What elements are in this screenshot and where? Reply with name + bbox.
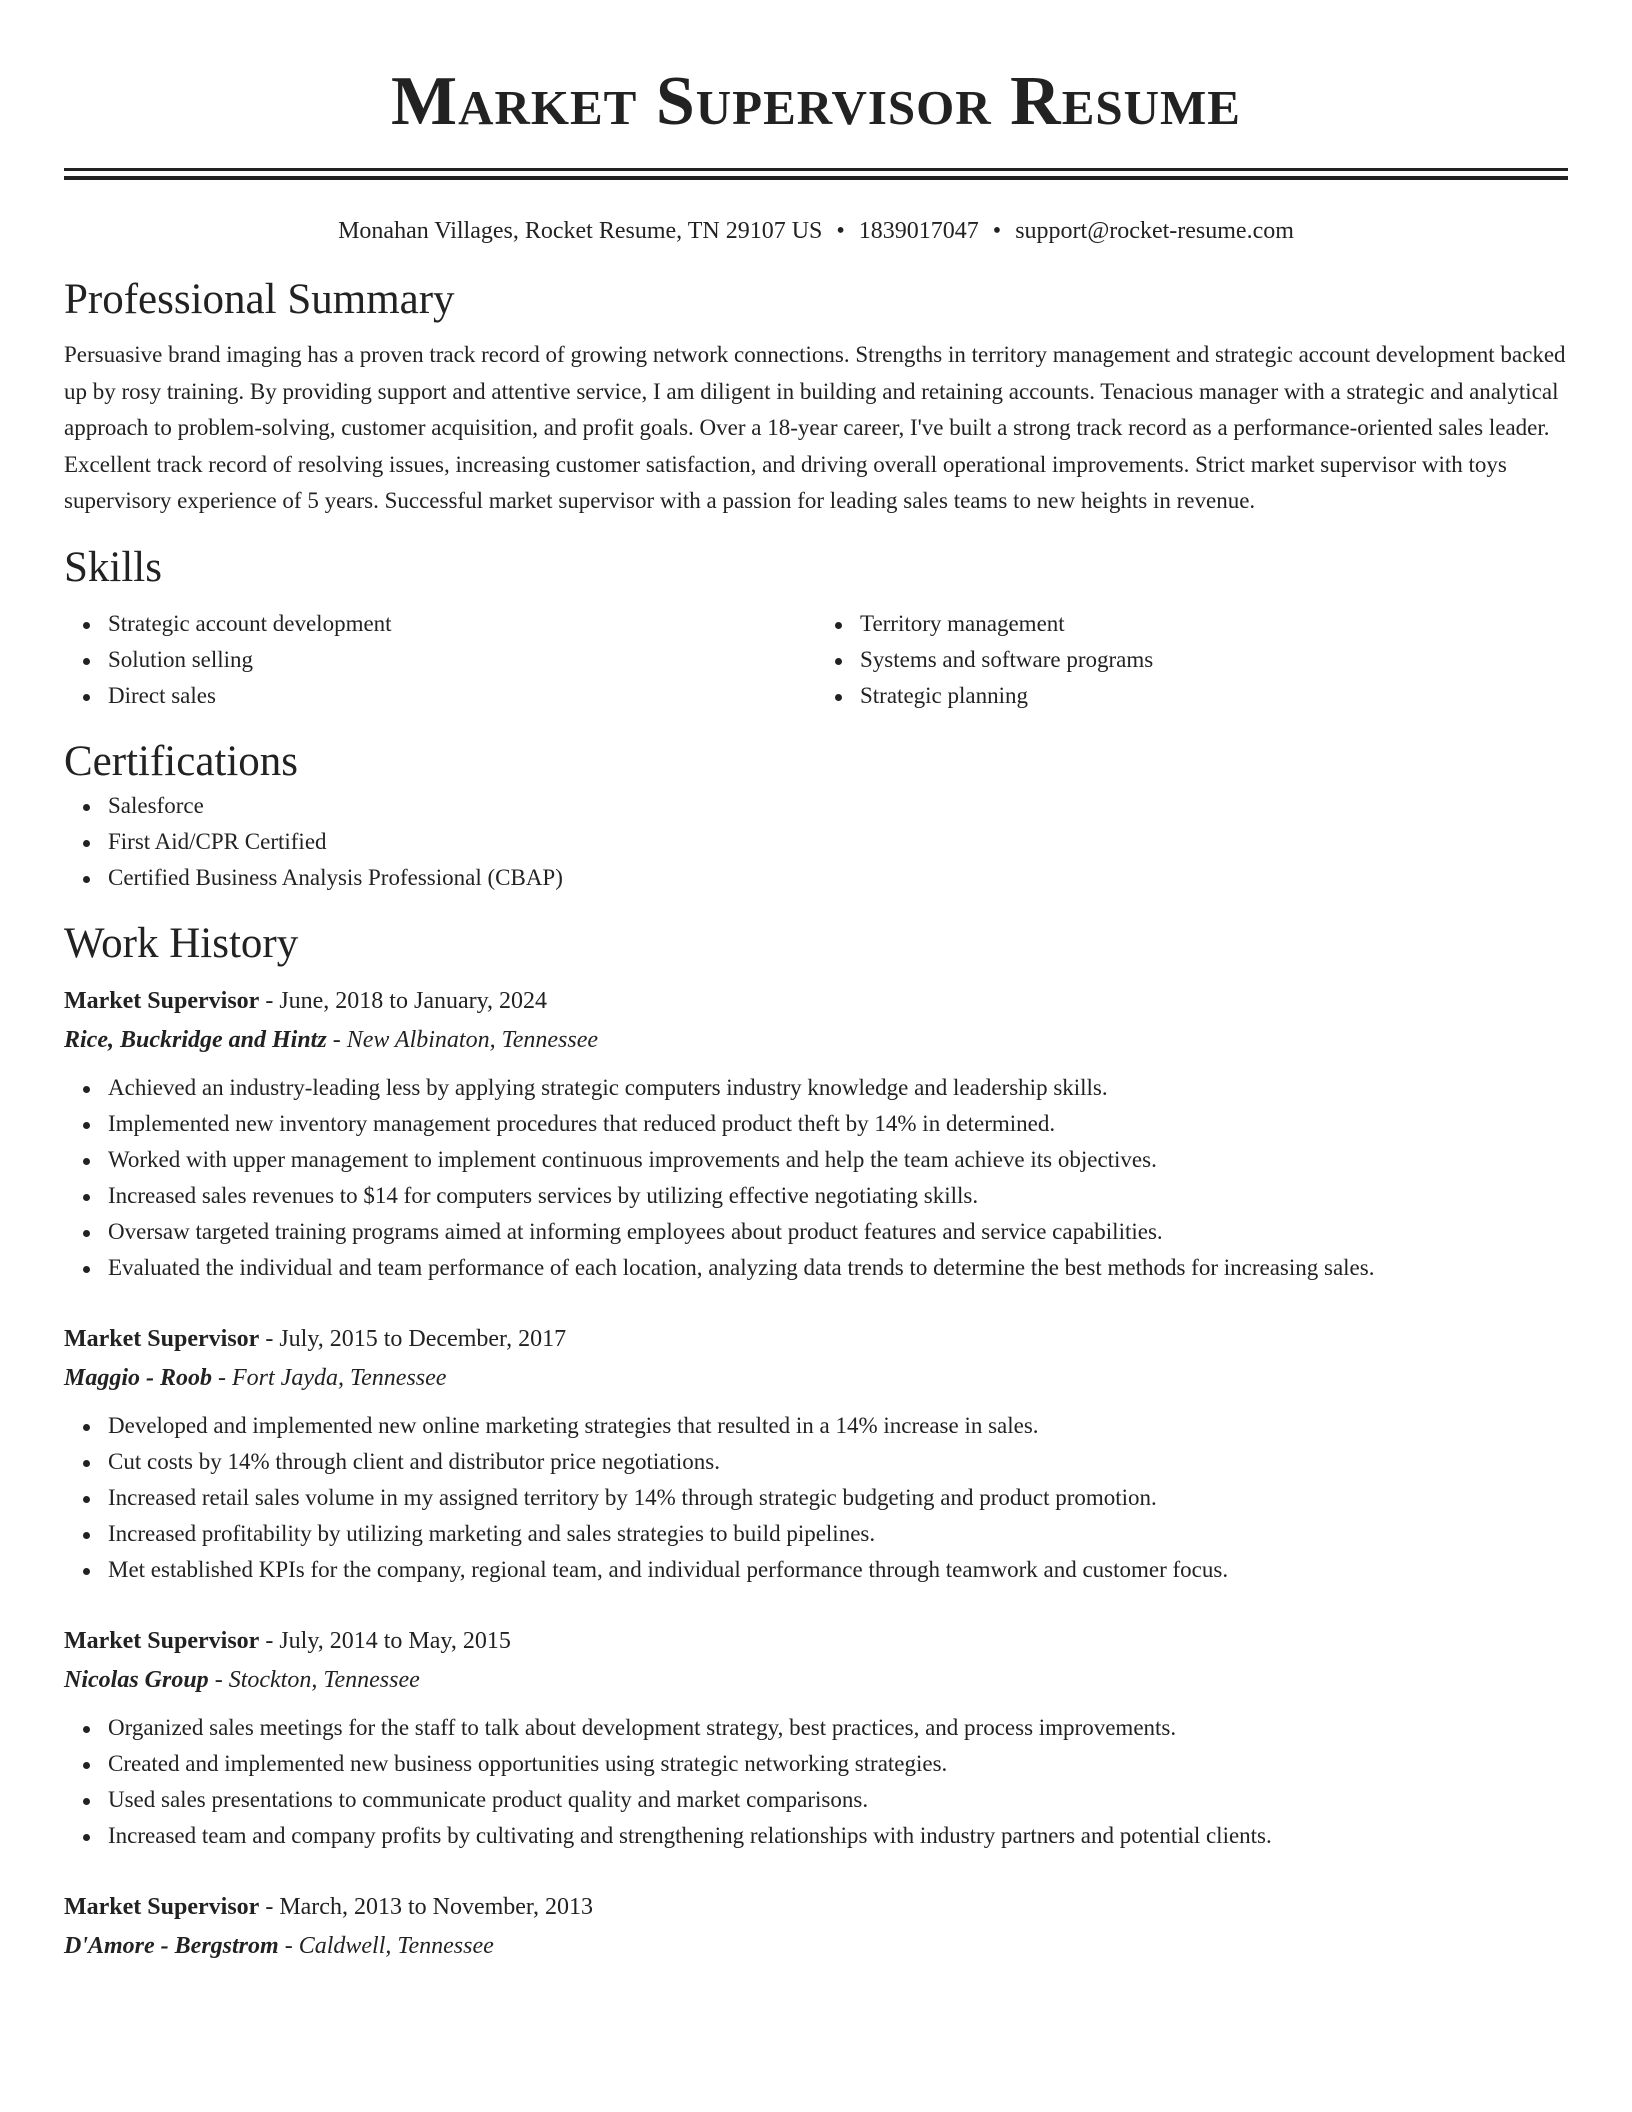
job-bullet: Achieved an industry-leading less by applying strategic computers industry knowledge and leadership skills. bbox=[108, 1070, 1568, 1106]
job-bullets bbox=[64, 1710, 1568, 1854]
company-name: Maggio - Roob bbox=[64, 1364, 213, 1391]
company-line: D'Amore - Bergstrom - Caldwell, Tennessee bbox=[64, 1932, 494, 1959]
job-title-line: Market Supervisor - July, 2015 to December, 2017 bbox=[64, 1325, 567, 1352]
skills-column-left bbox=[64, 606, 816, 714]
job-bullet: Increased retail sales volume in my assigned territory by 14% through strategic budgeting and product promotion. bbox=[108, 1480, 1568, 1516]
skill-item: Strategic planning bbox=[860, 678, 1568, 714]
certification-item: Salesforce bbox=[108, 788, 1568, 824]
job-bullet: Increased sales revenues to $14 for computers services by utilizing effective negotiating skills. bbox=[108, 1178, 1568, 1214]
job-bullet: Developed and implemented new online marketing strategies that resulted in a 14% increase in sales. bbox=[108, 1408, 1568, 1444]
company-name: Rice, Buckridge and Hintz bbox=[64, 1026, 327, 1053]
job-bullet: Created and implemented new business opportunities using strategic networking strategies. bbox=[108, 1746, 1568, 1782]
job-bullet: Increased profitability by utilizing marketing and sales strategies to build pipelines. bbox=[108, 1516, 1568, 1552]
job-dates: March, 2013 to November, 2013 bbox=[279, 1893, 593, 1920]
job-title: Market Supervisor bbox=[64, 1627, 260, 1654]
contact-address: Monahan Villages, Rocket Resume, TN 29107 US bbox=[338, 218, 823, 244]
company-location: New Albinaton, Tennessee bbox=[346, 1026, 599, 1053]
job-dates: July, 2015 to December, 2017 bbox=[279, 1325, 567, 1352]
skill-item: Solution selling bbox=[108, 642, 816, 678]
job-entry bbox=[64, 1622, 1568, 1854]
job-title-line: Market Supervisor - June, 2018 to January, 2024 bbox=[64, 987, 548, 1014]
contact-phone: 1839017047 bbox=[858, 218, 979, 244]
skills-heading: Skills bbox=[64, 543, 162, 591]
company-line: Nicolas Group - Stockton, Tennessee bbox=[64, 1666, 420, 1693]
job-bullets bbox=[64, 1070, 1568, 1286]
job-title-line: Market Supervisor - March, 2013 to November, 2013 bbox=[64, 1893, 593, 1920]
company-name: D'Amore - Bergstrom bbox=[64, 1932, 279, 1959]
summary-text: Persuasive brand imaging has a proven track record of growing network connections. Strengths in territory management and strategic account development backed up by rosy training. By providing support and attentive service, I am diligent in building and retaining accounts. Tenacious manager with a strategic and analytical approach to problem-solving, customer acquisition, and profit goals. Over a 18-year career, I've built a strong track record as a performance-oriented sales leader. Excellent track record of resolving issues, increasing customer satisfaction, and driving overall operational improvements. Strict market supervisor with toys supervisory experience of 5 years. Successful market supervisor with a passion for leading sales teams to new heights in revenue. bbox=[64, 342, 1566, 513]
skills-column-right bbox=[816, 606, 1568, 714]
title-rule-top bbox=[64, 168, 1568, 171]
job-bullet: Increased team and company profits by cultivating and strengthening relationships with industry partners and potential clients. bbox=[108, 1818, 1568, 1854]
job-entry bbox=[64, 1888, 1568, 1966]
job-entry bbox=[64, 982, 1568, 1286]
job-title: Market Supervisor bbox=[64, 987, 260, 1014]
job-bullet: Used sales presentations to communicate product quality and market comparisons. bbox=[108, 1782, 1568, 1818]
certification-item: Certified Business Analysis Professional (CBAP) bbox=[108, 860, 1568, 896]
job-entry bbox=[64, 1320, 1568, 1588]
certifications-heading: Certifications bbox=[64, 737, 299, 785]
job-bullet: Met established KPIs for the company, regional team, and individual performance through teamwork and customer focus. bbox=[108, 1552, 1568, 1588]
company-line: Maggio - Roob - Fort Jayda, Tennessee bbox=[64, 1364, 447, 1391]
work-history-heading: Work History bbox=[64, 919, 299, 967]
skills-grid bbox=[64, 606, 1568, 714]
company-name: Nicolas Group bbox=[64, 1666, 209, 1693]
summary-heading: Professional Summary bbox=[64, 276, 455, 323]
company-location: Stockton, Tennessee bbox=[228, 1666, 420, 1693]
job-bullets bbox=[64, 1408, 1568, 1588]
job-title: Market Supervisor bbox=[64, 1893, 260, 1920]
job-dates: July, 2014 to May, 2015 bbox=[279, 1627, 511, 1654]
certification-item: First Aid/CPR Certified bbox=[108, 824, 1568, 860]
skill-item: Territory management bbox=[860, 606, 1568, 642]
company-line: Rice, Buckridge and Hintz - New Albinaton, Tennessee bbox=[64, 1026, 599, 1053]
job-bullet: Cut costs by 14% through client and distributor price negotiations. bbox=[108, 1444, 1568, 1480]
job-bullet: Oversaw targeted training programs aimed at informing employees about product features and service capabilities. bbox=[108, 1214, 1568, 1250]
company-location: Fort Jayda, Tennessee bbox=[232, 1364, 447, 1391]
contact-separator: • bbox=[992, 218, 1002, 244]
contact-line bbox=[64, 216, 1568, 246]
certifications-list bbox=[64, 788, 1568, 896]
job-bullet: Organized sales meetings for the staff to talk about development strategy, best practices, and process improvements. bbox=[108, 1710, 1568, 1746]
skill-item: Strategic account development bbox=[108, 606, 816, 642]
title-rule-bottom bbox=[64, 176, 1568, 180]
contact-email: support@rocket-resume.com bbox=[1015, 218, 1294, 244]
job-bullet: Evaluated the individual and team performance of each location, analyzing data trends to determine the best methods for increasing sales. bbox=[108, 1250, 1568, 1286]
contact-separator: • bbox=[836, 218, 845, 244]
skill-item: Systems and software programs bbox=[860, 642, 1568, 678]
job-title: Market Supervisor bbox=[64, 1325, 260, 1352]
skill-item: Direct sales bbox=[108, 678, 816, 714]
job-bullet: Implemented new inventory management procedures that reduced product theft by 14% in determined. bbox=[108, 1106, 1568, 1142]
job-dates: June, 2018 to January, 2024 bbox=[279, 987, 548, 1014]
company-location: Caldwell, Tennessee bbox=[298, 1932, 494, 1959]
page-title: Market Supervisor Resume bbox=[391, 63, 1241, 140]
job-bullet: Worked with upper management to implement continuous improvements and help the team achieve its objectives. bbox=[108, 1142, 1568, 1178]
job-title-line: Market Supervisor - July, 2014 to May, 2015 bbox=[64, 1627, 511, 1654]
